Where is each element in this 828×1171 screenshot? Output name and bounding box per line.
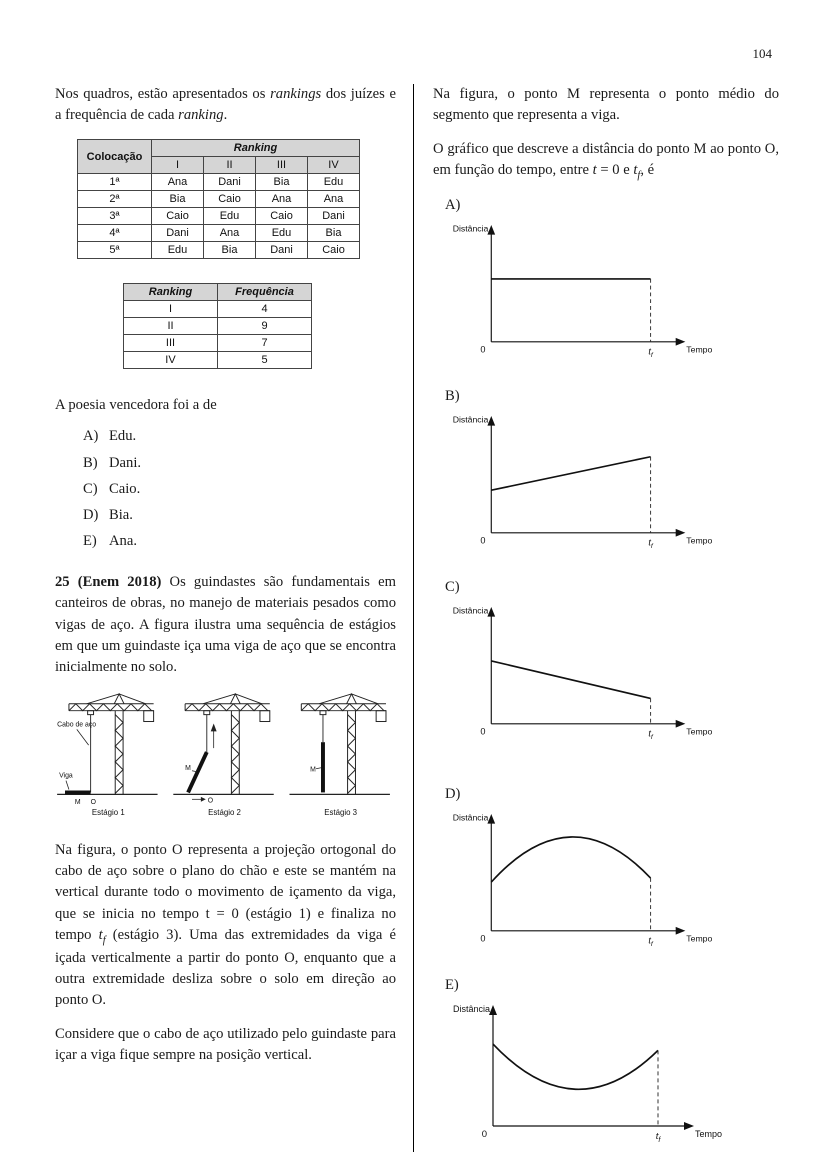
distance-curve (491, 661, 650, 699)
option-text: Bia. (109, 506, 133, 523)
option-b (83, 453, 396, 474)
x-axis-label: Tempo (686, 726, 713, 737)
distance-time-graph-a (443, 216, 723, 371)
y-axis-label: Distância (452, 1003, 490, 1014)
option-letter: A) (83, 428, 99, 445)
beam-label: Viga (59, 772, 73, 780)
cell: Ana (256, 191, 308, 208)
cell: 9 (218, 318, 312, 335)
y-axis-arrow (489, 1005, 497, 1015)
cell: Dani (308, 208, 360, 225)
question-25-statement: 25 (Enem 2018) Os guindastes são fundamentais em canteiros de obras, no manejo de materiais pesados como vigas de aço. A figura ilustra uma sequência de estágios em que um guindaste iça uma viga de aço que se encontra inicialmente no solo. (55, 574, 396, 675)
intro-paragraph: Nos quadros, estão apresentados os rankings dos juízes e a frequência de cada ranking. (55, 86, 396, 124)
stage1-caption: Estágio 1 (91, 808, 125, 818)
tf-tick-label: $t_f$ (648, 727, 653, 741)
graph-option-letter: D) (445, 785, 461, 802)
option-text: Ana. (109, 533, 137, 550)
row-label: 1ª (78, 174, 152, 191)
graph-option-c (443, 579, 779, 758)
cell: Caio (152, 208, 204, 225)
y-axis-label: Distância (452, 605, 489, 616)
slide-arrow-head (201, 797, 206, 802)
cell: 4 (218, 301, 312, 318)
row-label: 2ª (78, 191, 152, 208)
graph-option-letter: B) (445, 387, 460, 404)
tf-tick-label: $t_f$ (648, 934, 653, 948)
cell: I (124, 301, 218, 318)
table-row (124, 301, 312, 318)
origin-label: 0 (480, 535, 486, 546)
table1-corner-header: Colocação (78, 140, 152, 174)
cable-label: Cabo de aço (57, 721, 97, 729)
cell: Caio (204, 191, 256, 208)
cell: Bia (152, 191, 204, 208)
y-axis-label: Distância (452, 414, 489, 425)
point-o-label: O (207, 797, 214, 805)
cable-vertical-paragraph: Considere que o cabo de aço utilizado pelo guindaste para içar a viga fique sempre na posição vertical. (55, 1026, 396, 1064)
cell: IV (124, 352, 218, 369)
y-axis-label: Distância (452, 812, 489, 823)
distance-curve (491, 837, 650, 882)
cell: Caio (308, 242, 360, 259)
cell: II (124, 318, 218, 335)
y-axis-label: Distância (452, 223, 489, 234)
cell: Edu (152, 242, 204, 259)
up-arrow-head (211, 724, 217, 732)
y-axis-arrow (487, 225, 495, 235)
graph-option-e (443, 977, 779, 1161)
x-axis-arrow (676, 927, 686, 935)
frequency-table (123, 283, 312, 369)
graph-option-letter: A) (445, 196, 461, 213)
tf-tick-label: $t_f$ (648, 345, 653, 359)
crane-stage-2 (173, 694, 273, 817)
cell: Bia (204, 242, 256, 259)
left-column (55, 84, 396, 1080)
origin-label: 0 (480, 344, 486, 355)
cell: Edu (256, 225, 308, 242)
beam-pointer-line (66, 781, 69, 790)
table-row (78, 174, 360, 191)
distance-time-graph-d (443, 805, 723, 960)
question-lead: A poesia vencedora foi a de (55, 397, 217, 414)
distance-time-graph-e (443, 996, 733, 1156)
table-row (124, 335, 312, 352)
point-o-label: O (90, 799, 96, 807)
x-axis-arrow (676, 720, 686, 728)
option-letter: E) (83, 533, 97, 550)
midpoint-paragraph: Na figura, o ponto M representa o ponto médio do segmento que representa a viga. (433, 86, 779, 124)
midpoint-m-label: M (74, 799, 81, 807)
distance-time-graph-b (443, 407, 723, 562)
origin-label: 0 (480, 933, 486, 944)
distance-curve (491, 456, 650, 489)
table1-col-header: III (256, 157, 308, 174)
cell: Edu (204, 208, 256, 225)
x-axis-arrow (684, 1122, 694, 1130)
origin-label: 0 (481, 1128, 487, 1140)
table1-col-header: II (204, 157, 256, 174)
table-row (124, 318, 312, 335)
cell: Bia (308, 225, 360, 242)
graph-option-a (443, 197, 779, 376)
x-axis-label: Tempo (686, 933, 713, 944)
tf-tick-label: $t_f$ (655, 1130, 661, 1144)
option-letter: D) (83, 506, 99, 523)
x-axis-label: Tempo (695, 1128, 723, 1139)
table2-header-ranking: Ranking (124, 284, 218, 301)
cell: Dani (204, 174, 256, 191)
row-label: 3ª (78, 208, 152, 225)
table-row (78, 225, 360, 242)
cell: Ana (308, 191, 360, 208)
midpoint-m-label: M (185, 764, 191, 772)
x-axis-label: Tempo (686, 344, 713, 355)
graph-option-letter: C) (445, 578, 460, 595)
x-axis-label: Tempo (686, 535, 713, 546)
cell: 7 (218, 335, 312, 352)
y-axis-arrow (487, 814, 495, 824)
point-o-explanation-paragraph: Na figura, o ponto O representa a projeção ortogonal do cabo de aço sobre o plano do chão e este se mantém na vertical durante todo o movimento de içamento da viga, que se inicia no tempo t = 0 (estágio 1) e finaliza no tempo $t_f$ (estágio 3). Uma das extremidades da viga é içada verticalmente a partir do ponto O, enquanto que a outra extremidade desliza sobre o solo em direção ao ponto O. (55, 842, 396, 1009)
column-divider (413, 84, 414, 1152)
beam-inclined (188, 752, 207, 792)
option-c (83, 479, 396, 500)
crane-figure (55, 691, 396, 824)
midpoint-m-label: M (310, 766, 316, 774)
x-axis-arrow (676, 338, 686, 346)
crane-stages-illustration (55, 691, 395, 819)
x-axis-arrow (676, 529, 686, 537)
graph-option-b (443, 388, 779, 567)
cell: Ana (152, 174, 204, 191)
row-label: 4ª (78, 225, 152, 242)
y-axis-arrow (487, 607, 495, 617)
tf-tick-label: $t_f$ (648, 536, 653, 550)
option-letter: C) (83, 480, 98, 497)
stage2-caption: Estágio 2 (208, 808, 241, 818)
option-d (83, 505, 396, 526)
cell: Dani (152, 225, 204, 242)
crane-stage-3 (289, 694, 389, 817)
cell: Dani (256, 242, 308, 259)
right-column (433, 84, 779, 1165)
table2-header-frequencia: Frequência (218, 284, 312, 301)
cell: Edu (308, 174, 360, 191)
distance-time-graph-c (443, 598, 723, 753)
distance-curve (493, 1044, 658, 1089)
crane-stage-1 (57, 694, 157, 817)
origin-label: 0 (480, 726, 486, 737)
y-axis-arrow (487, 416, 495, 426)
graph-option-letter: E) (445, 976, 459, 993)
ranking-table (77, 139, 360, 259)
option-text: Edu. (109, 428, 137, 445)
m-pointer-line (316, 768, 321, 769)
stage3-caption: Estágio 3 (324, 808, 358, 818)
answer-options (83, 426, 396, 552)
table1-col-header: IV (308, 157, 360, 174)
graph-option-d (443, 786, 779, 965)
option-letter: B) (83, 454, 98, 471)
page-number: 104 (752, 46, 772, 61)
table-row (78, 208, 360, 225)
table1-group-header: Ranking (152, 140, 360, 157)
table1-col-header: I (152, 157, 204, 174)
graph-question-paragraph: O gráfico que descreve a distância do ponto M ao ponto O, em função do tempo, entre t = 0 e $t_f$, é (433, 141, 779, 182)
option-a (83, 426, 396, 447)
table-row (78, 242, 360, 259)
cell: 5 (218, 352, 312, 369)
option-text: Caio. (109, 480, 141, 497)
cell: Caio (256, 208, 308, 225)
cell: Ana (204, 225, 256, 242)
cell: Bia (256, 174, 308, 191)
row-label: 5ª (78, 242, 152, 259)
option-text: Dani. (109, 454, 142, 471)
table-row (78, 191, 360, 208)
cable-pointer-line (77, 729, 89, 745)
option-e (83, 531, 396, 552)
cell: III (124, 335, 218, 352)
table-row (124, 352, 312, 369)
